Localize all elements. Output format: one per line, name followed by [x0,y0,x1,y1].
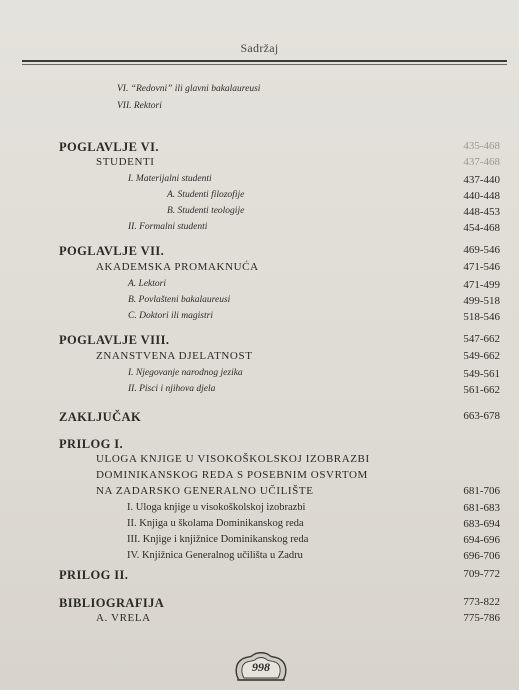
toc-entry-pages: 549-561 [463,368,500,380]
toc-entry-title: A. Lektori [128,279,166,289]
toc-entry-title: PRILOG I. [59,437,124,451]
toc-entry-pages: 694-696 [463,534,500,546]
toc-entry-title: NA ZADARSKO GENERALNO UČILIŠTE [96,485,314,497]
toc-entry-pages: 561-662 [463,384,500,396]
toc-entry-title: III. Knjige i knjižnice Dominikanskog reda [127,534,309,545]
toc-entry [0,534,519,550]
toc-entry [0,518,519,534]
toc-entry-title: STUDENTI [96,156,155,168]
toc-entry-pages: 469-546 [463,244,500,256]
toc-entry [0,174,519,190]
toc-entry [0,295,519,311]
toc-entry-pages: 549-662 [463,350,500,362]
toc-entry-pages: 696-706 [463,550,500,562]
toc-entry-title: POGLAVLJE VII. [59,244,165,258]
toc-entry-pages: 471-546 [463,261,500,273]
toc-entry-title: ZAKLJUČAK [59,410,142,424]
toc-entry [0,244,519,260]
toc-entry-pages: 518-546 [463,311,500,323]
toc-entry-pages: 547-662 [463,333,500,345]
toc-entry [0,206,519,222]
toc-entry [0,190,519,206]
toc-entry [0,156,519,172]
toc-entry-pages: 773-822 [463,596,500,608]
toc-entry [0,437,519,453]
toc-entry-pages: 448-453 [463,206,500,218]
toc-entry-title: C. Doktori ili magistri [128,311,213,321]
toc-entry-title: A. VRELA [96,612,151,624]
toc-entry-pages: 709-772 [463,568,500,580]
toc-entry-title: BIBLIOGRAFIJA [59,596,165,610]
toc-entry-pages: 437-440 [463,174,500,186]
toc-entry-title: I. Njegovanje narodnog jezika [128,368,243,378]
toc-entry-title: VII. Rektori [117,101,162,111]
page-number: 998 [252,660,270,674]
toc-entry [0,410,519,426]
toc-entry-title: POGLAVLJE VI. [59,140,159,154]
running-header: Sadržaj [240,41,279,55]
toc-entry [0,84,519,100]
toc-entry [0,550,519,566]
toc-entry [0,368,519,384]
toc-entry-pages: 681-706 [463,485,500,497]
toc-entry-pages: 775-786 [463,612,500,624]
toc-entry [0,502,519,518]
toc-entry-title: PRILOG II. [59,568,129,582]
toc-entry-title: I. Materijalni studenti [128,174,212,184]
toc-entry [0,453,519,469]
toc-entry [0,612,519,628]
page-number-ornament [233,652,289,682]
toc-entry [0,350,519,366]
toc-entry-title: A. Studenti filozofije [167,190,245,200]
toc-entry-title: AKADEMSKA PROMAKNUĆA [96,261,259,273]
toc-entry [0,222,519,238]
toc-entry [0,596,519,612]
toc-entry [0,485,519,501]
toc-entry [0,311,519,327]
toc-entry-title: B. Studenti teologije [167,206,245,216]
toc-entry-title: II. Pisci i njihova djela [128,384,216,394]
toc-entry-title: ULOGA KNJIGE U VISOKOŠKOLSKOJ IZOBRAZBI [96,453,370,465]
toc-entry-title: POGLAVLJE VIII. [59,333,170,347]
toc-entry-pages: 454-468 [463,222,500,234]
toc-entry [0,333,519,349]
toc-entry [0,140,519,156]
toc-entry-title: IV. Knjižnica Generalnog učilišta u Zadru [127,550,303,561]
toc-entry-pages: 683-694 [463,518,500,530]
toc-entry [0,384,519,400]
toc-entry-pages: 499-518 [463,295,500,307]
toc-entry-pages: 471-499 [463,279,500,291]
toc-entry-pages: 681-683 [463,502,500,514]
toc-entry [0,101,519,117]
toc-entry [0,469,519,485]
toc-entry-title: I. Uloga knjige u visokoškolskoj izobrazbi [127,502,306,513]
toc-entry-pages: 440-448 [463,190,500,202]
toc-entry [0,261,519,277]
toc-entry-title: II. Knjiga u školama Dominikanskog reda [127,518,304,529]
toc-entry [0,279,519,295]
toc-entry-pages: 663-678 [463,410,500,422]
toc-entry-pages: 437-468 [463,156,500,168]
toc-entry [0,568,519,584]
toc-entry-title: VI. “Redovni” ili glavni bakalaureusi [117,84,261,94]
toc-entry-title: DOMINIKANSKOG REDA S POSEBNIM OSVRTOM [96,469,368,481]
toc-entry-title: II. Formalni studenti [128,222,208,232]
toc-entry-pages: 435-468 [463,140,500,152]
toc-entry-title: B. Povlašteni bakalaureusi [128,295,231,305]
toc-entry-title: ZNANSTVENA DJELATNOST [96,350,253,362]
